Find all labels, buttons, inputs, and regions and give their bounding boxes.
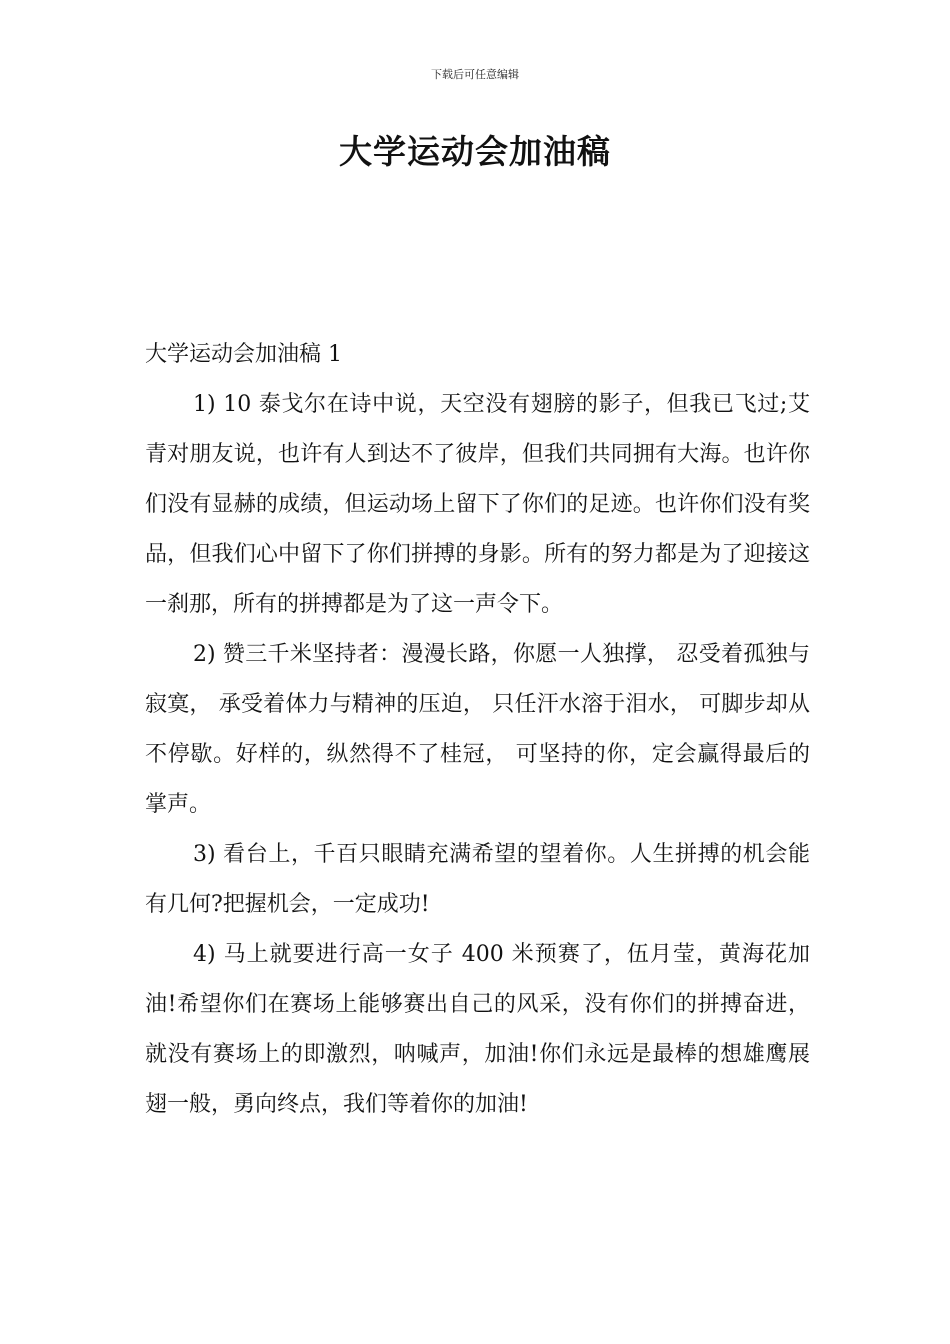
document-body [145,330,810,1130]
paragraph-3: 3) 看台上，千百只眼睛充满希望的望着你。人生拼搏的机会能有几何?把握机会，一定成功! [145,842,810,917]
section-heading: 大学运动会加油稿 1 [145,342,342,367]
paragraph-1: 1) 10 泰戈尔在诗中说，天空没有翅膀的影子，但我已飞过;艾青对朋友说，也许有人到达不了彼岸，但我们共同拥有大海。也许你们没有显赫的成绩，但运动场上留下了你们的足迹。也许你们没有奖品，但我们心中留下了你们拼搏的身影。所有的努力都是为了迎接这一刹那，所有的拼搏都是为了这一声令下。 [145,392,810,617]
header-note: 下载后可任意编辑 [431,68,519,81]
paragraph-4: 4) 马上就要进行高一女子 400 米预赛了，伍月莹，黄海花加油!希望你们在赛场上能够赛出自己的风采，没有你们的拼搏奋进，就没有赛场上的即激烈，呐喊声，加油!你们永远是最棒的想雄鹰展翅一般，勇向终点，我们等着你的加油! [145,942,810,1117]
document-title: 大学运动会加油稿 [339,132,611,171]
paragraph-2: 2) 赞三千米坚持者：漫漫长路，你愿一人独撑， 忍受着孤独与寂寞， 承受着体力与精神的压迫， 只任汗水溶于泪水， 可脚步却从不停歇。好样的，纵然得不了桂冠， 可坚持的你，定会赢得最后的掌声。 [145,642,810,817]
